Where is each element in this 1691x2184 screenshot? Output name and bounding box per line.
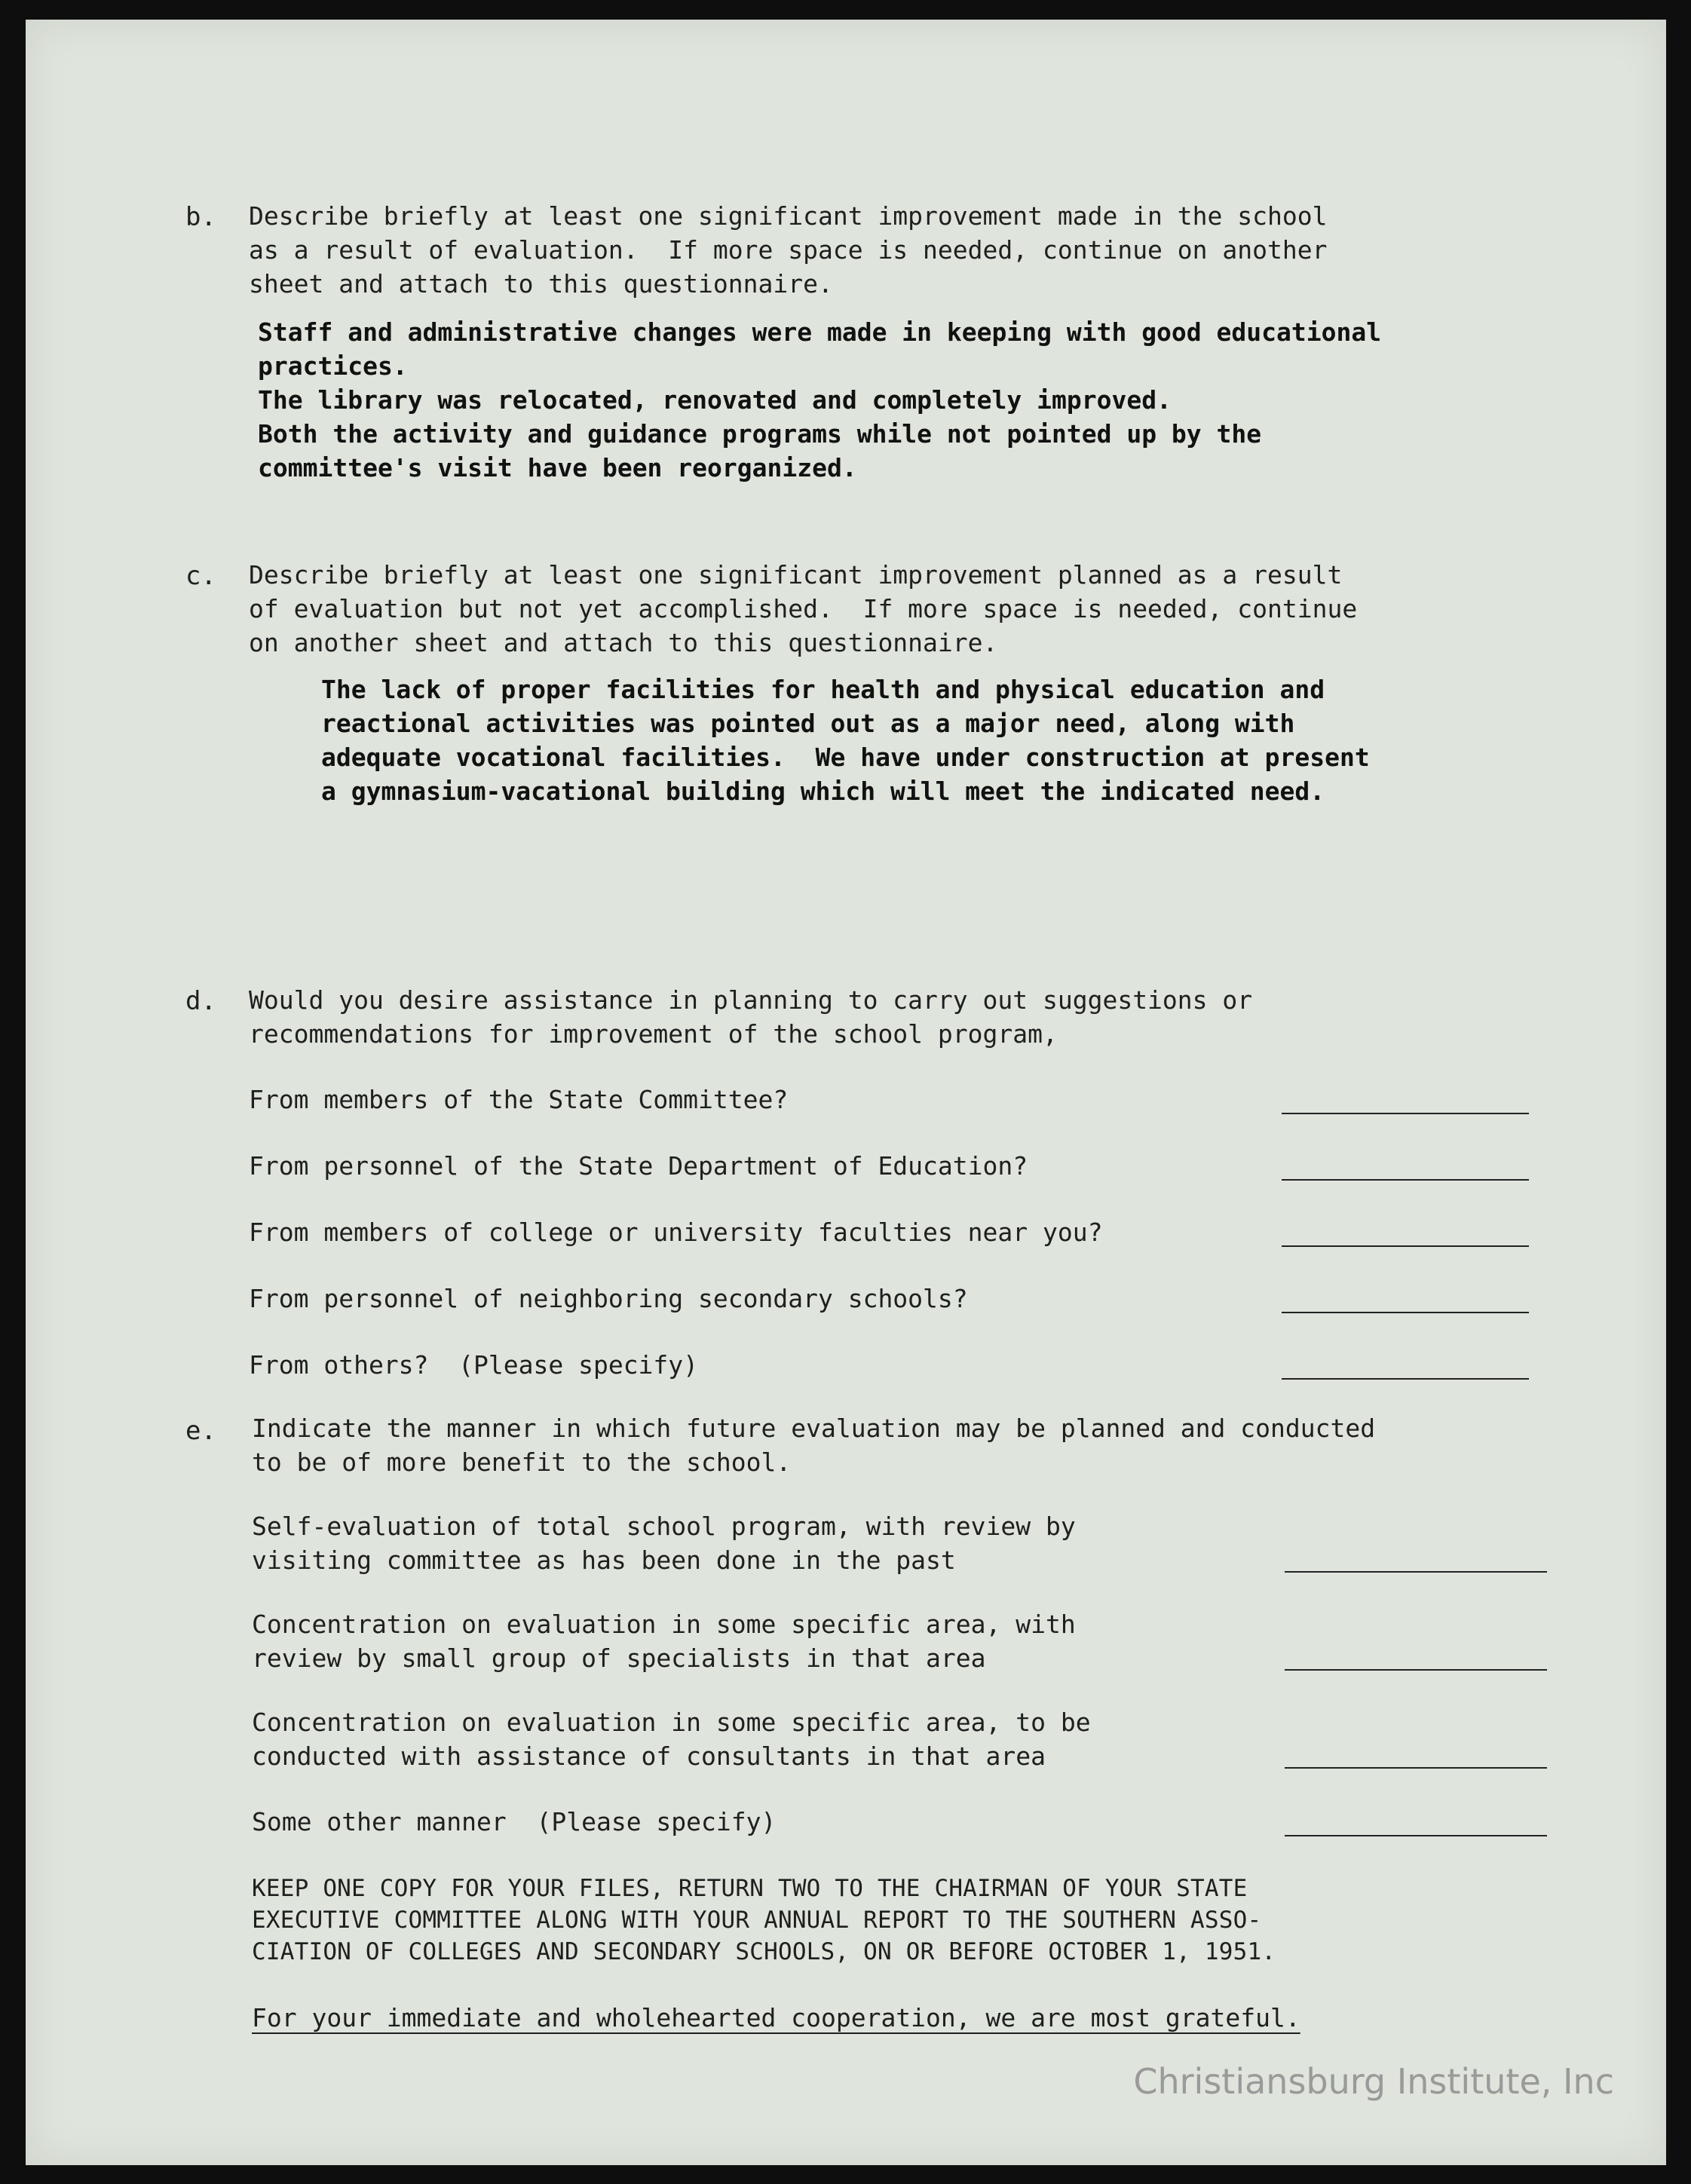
d-option-others: From others? (Please specify) [249, 1350, 699, 1380]
d-option-state-department: From personnel of the State Department of Education? [249, 1151, 1028, 1181]
e-blank-other-manner[interactable] [1285, 1835, 1547, 1836]
e-option-consultants: Concentration on evaluation in some specific area, to be conducted with assistance of consultants in that area [252, 1708, 1091, 1771]
section-b-question: Describe briefly at least one significant improvement made in the school as a result of evaluation. If more space is needed, continue on another sheet and attach to this questionnaire. [249, 201, 1328, 299]
e-option-other-manner: Some other manner (Please specify) [252, 1807, 777, 1836]
d-option-state-committee: From members of the State Committee? [249, 1085, 789, 1114]
section-b-label: b. [185, 202, 216, 232]
d-blank-university-faculties[interactable] [1282, 1245, 1529, 1247]
e-blank-consultants[interactable] [1285, 1767, 1547, 1769]
e-option-self-evaluation: Self-evaluation of total school program, with review by visiting committee as has been done in the past [252, 1512, 1076, 1575]
d-option-university-faculties: From members of college or university faculties near you? [249, 1218, 1103, 1247]
section-c-answer: The lack of proper facilities for health and physical education and reactional activities was pointed out as a major need, along with adequate vocational facilities. We have under construction at present a gymnasium-vacational building which will meet the indicated need. [321, 675, 1370, 806]
return-instructions: KEEP ONE COPY FOR YOUR FILES, RETURN TWO TO THE CHAIRMAN OF YOUR STATE EXECUTIVE COMMITTEE ALONG WITH YOUR ANNUAL REPORT TO THE SOUTHERN ASSO- CIATION OF COLLEGES AND SECONDARY SCHOOLS, ON OR BEFORE OCTOBER 1, 1951. [252, 1875, 1276, 1965]
section-e-label: e. [185, 1416, 216, 1446]
section-d-label: d. [185, 986, 216, 1016]
e-blank-self-evaluation[interactable] [1285, 1571, 1547, 1573]
e-blank-specialists[interactable] [1285, 1669, 1547, 1671]
section-e-question: Indicate the manner in which future evaluation may be planned and conducted to be of more benefit to the school. [252, 1414, 1376, 1477]
archive-watermark: Christiansburg Institute, Inc [1133, 2061, 1614, 2102]
section-c-question: Describe briefly at least one significant improvement planned as a result of evaluation but not yet accomplished. If more space is needed, continue on another sheet and attach to this questionnaire. [249, 560, 1358, 657]
section-c-label: c. [185, 561, 216, 591]
d-blank-others[interactable] [1282, 1378, 1529, 1380]
d-option-neighboring-schools: From personnel of neighboring secondary schools? [249, 1284, 968, 1313]
e-option-specialists: Concentration on evaluation in some specific area, with review by small group of specialists in that area [252, 1610, 1076, 1673]
d-blank-state-committee[interactable] [1282, 1113, 1529, 1114]
section-b-answer: Staff and administrative changes were made in keeping with good educational practices. The library was relocated, renovated and completely improved. Both the activity and guidance programs while not pointed up by the committee's visit have been reorganized. [258, 317, 1382, 482]
section-d-question: Would you desire assistance in planning to carry out suggestions or recommendations for improvement of the school program, [249, 985, 1253, 1049]
d-blank-neighboring-schools[interactable] [1282, 1312, 1529, 1313]
closing-statement: For your immediate and wholehearted cooperation, we are most grateful. [252, 2003, 1300, 2032]
d-blank-state-department[interactable] [1282, 1179, 1529, 1181]
